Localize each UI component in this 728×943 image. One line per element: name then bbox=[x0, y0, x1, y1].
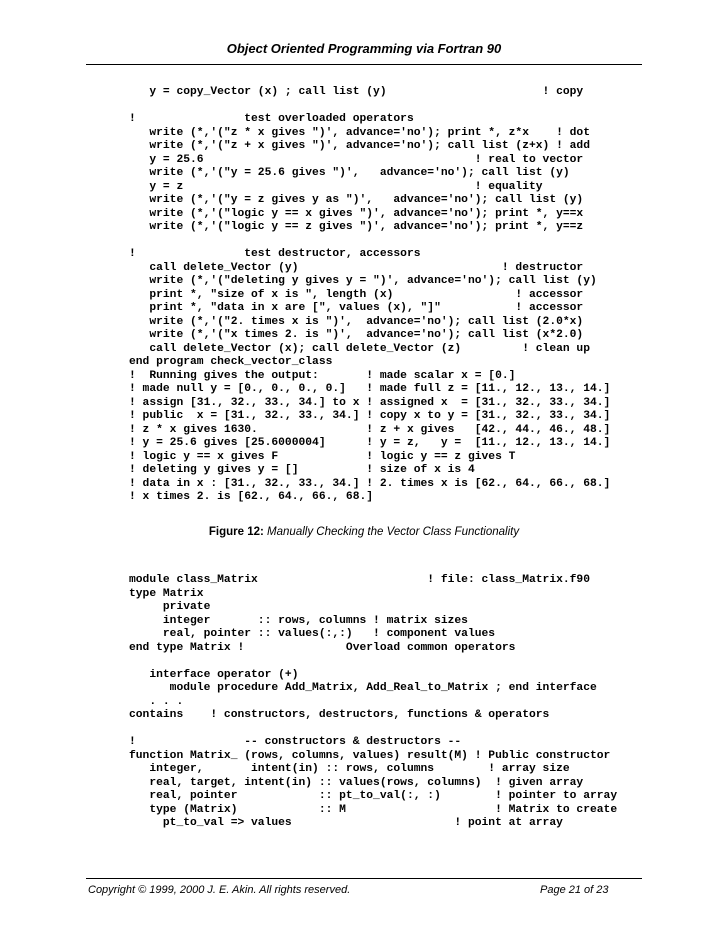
code-line: integer :: rows, columns ! matrix sizes bbox=[129, 614, 468, 627]
figure-caption bbox=[0, 526, 728, 538]
code-line: private bbox=[129, 601, 211, 613]
code-line: y = z ! equality bbox=[129, 180, 543, 193]
code-line: . . . bbox=[129, 695, 184, 708]
code-line: call delete_Vector (y) ! destructor bbox=[129, 261, 584, 274]
code-line: real, target, intent(in) :: values(rows, columns) ! given array bbox=[129, 776, 584, 789]
code-line: write (*,'("logic y == z gives ")', advance='no'); print *, y==z bbox=[129, 221, 584, 233]
figure-caption-text: Manually Checking the Vector Class Functionality bbox=[263, 526, 520, 538]
code-line: write (*,'("deleting y gives y = ")', advance='no'); call list (y) bbox=[129, 275, 597, 287]
code-line: y = copy_Vector (x) ; call list (y) ! copy bbox=[129, 86, 584, 98]
code-line: ! test destructor, accessors bbox=[129, 248, 421, 260]
code-line: write (*,'("z * x gives ")', advance='no'); print *, z*x ! dot bbox=[129, 126, 590, 139]
code-line: type (Matrix) :: M ! Matrix to create bbox=[129, 803, 618, 816]
code-line: real, pointer :: values(:,:) ! component values bbox=[129, 628, 496, 640]
code-line: end program check_vector_class bbox=[129, 356, 333, 368]
code-line: write (*,'("logic y == x gives ")', advance='no'); print *, y==x bbox=[129, 207, 584, 220]
code-line: print *, "data in x are [", values (x), "]" ! accessor bbox=[129, 302, 584, 314]
page-header-title: Object Oriented Programming via Fortran 90 bbox=[226, 41, 502, 56]
code-line: write (*,'("y = 25.6 gives ")', advance='no'); call list (y) bbox=[129, 167, 570, 179]
footer-rule bbox=[86, 878, 642, 879]
code-line bbox=[129, 235, 610, 249]
code-line: write (*,'("2. times x is ")', advance='no'); call list (2.0*x) bbox=[129, 315, 584, 328]
code-line: ! logic y == x gives F ! logic y == z gives T bbox=[129, 450, 516, 463]
code-line: ! deleting y gives y = [] ! size of x is 4 bbox=[129, 464, 475, 476]
code-line: ! made null y = [0., 0., 0., 0.] ! made full z = [11., 12., 13., 14.] bbox=[129, 383, 611, 395]
code-line: ! public x = [31., 32., 33., 34.] ! copy x to y = [31., 32., 33., 34.] bbox=[129, 410, 611, 422]
code-line: write (*,'("y = z gives y as ")', advance='no'); call list (y) bbox=[129, 194, 584, 206]
code-line bbox=[129, 723, 617, 737]
code-line: type Matrix bbox=[129, 587, 204, 600]
code-line: real, pointer :: pt_to_val(:, :) ! pointer to array bbox=[129, 790, 618, 802]
code-line bbox=[129, 100, 610, 114]
code-line: ! z * x gives 1630. ! z + x gives [42., 44., 46., 48.] bbox=[129, 423, 611, 436]
code-line: call delete_Vector (x); call delete_Vector (z) ! clean up bbox=[129, 342, 590, 355]
code-line: ! data in x : [31., 32., 33., 34.] ! 2. times x is [62., 64., 66., 68.] bbox=[129, 477, 611, 490]
code-line: contains ! constructors, destructors, functions & operators bbox=[129, 709, 550, 721]
code-listing-vector-test bbox=[129, 86, 610, 505]
code-line: write (*,'("x times 2. is ")', advance='no'); call list (x*2.0) bbox=[129, 329, 584, 341]
code-line: pt_to_val => values ! point at array bbox=[129, 817, 563, 829]
code-line bbox=[129, 655, 617, 669]
code-line: print *, "size of x is ", length (x) ! accessor bbox=[129, 288, 584, 301]
figure-label: Figure 12: bbox=[208, 526, 264, 538]
header-rule bbox=[86, 64, 642, 65]
footer-page-number: Page 21 of 23 bbox=[540, 884, 609, 896]
code-line: end type Matrix ! Overload common operators bbox=[129, 641, 516, 654]
code-line: ! -- constructors & destructors -- bbox=[129, 736, 462, 748]
code-line: module procedure Add_Matrix, Add_Real_to_Matrix ; end interface bbox=[129, 682, 597, 694]
code-line: ! x times 2. is [62., 64., 66., 68.] bbox=[129, 491, 374, 503]
code-line: ! test overloaded operators bbox=[129, 113, 414, 125]
code-listing-matrix-class bbox=[129, 574, 617, 831]
code-line: ! y = 25.6 gives [25.6000004] ! y = z, y = [11., 12., 13., 14.] bbox=[129, 437, 611, 449]
code-line: integer, intent(in) :: rows, columns ! array size bbox=[129, 763, 570, 775]
code-line: module class_Matrix ! file: class_Matrix.f90 bbox=[129, 574, 590, 586]
code-line: y = 25.6 ! real to vector bbox=[129, 153, 584, 166]
code-line: interface operator (+) bbox=[129, 668, 299, 681]
footer-copyright: Copyright © 1999, 2000 J. E. Akin. All rights reserved. bbox=[88, 884, 351, 896]
code-line: function Matrix_ (rows, columns, values) result(M) ! Public constructor bbox=[129, 749, 611, 762]
code-line: ! assign [31., 32., 33., 34.] to x ! assigned x = [31., 32., 33., 34.] bbox=[129, 396, 611, 409]
code-line: ! Running gives the output: ! made scalar x = [0.] bbox=[129, 369, 516, 382]
code-line: write (*,'("z + x gives ")', advance='no'); call list (z+x) ! add bbox=[129, 140, 590, 152]
